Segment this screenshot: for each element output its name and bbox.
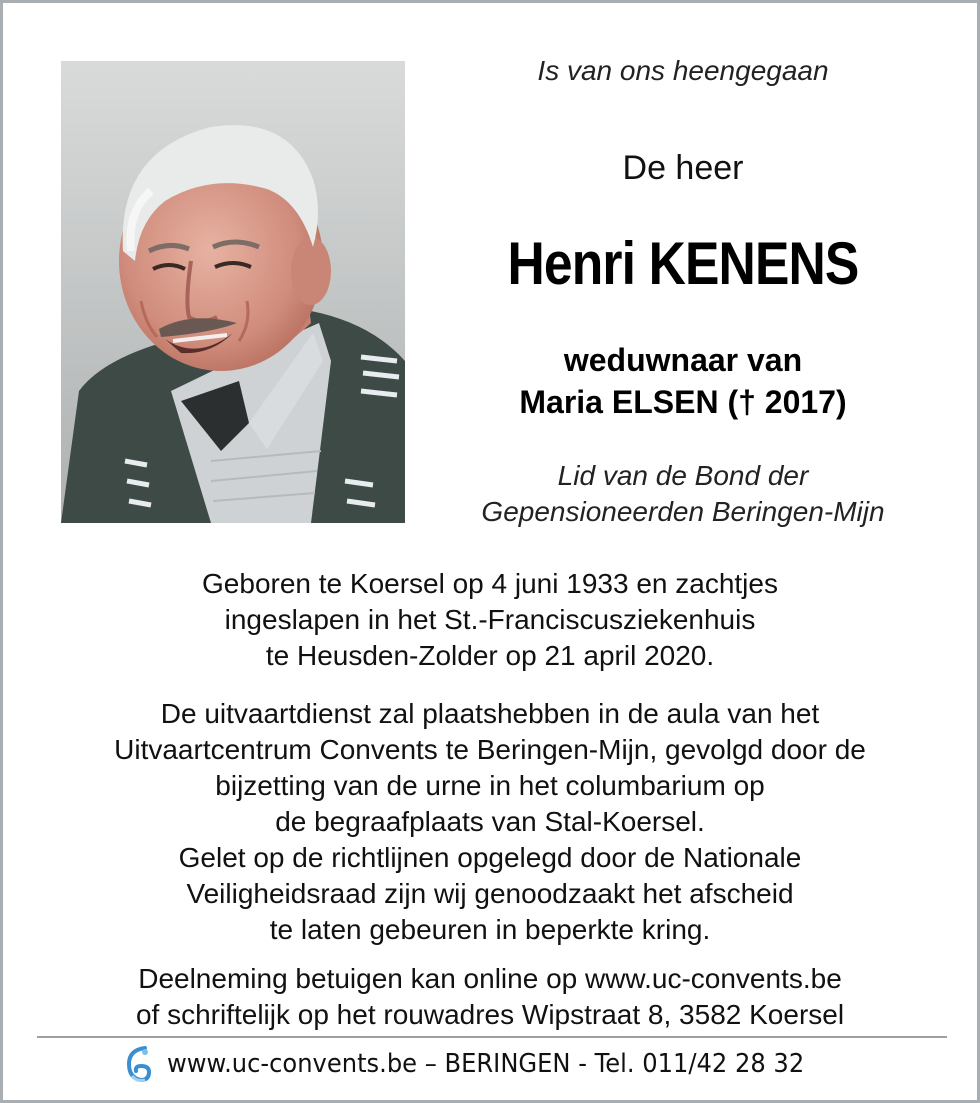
text-line: te Heusden-Zolder op 21 april 2020. <box>265 640 715 671</box>
text-line: Veiligheidsraad zijn wij genoodzaakt het afscheid <box>186 878 794 909</box>
text-line: te laten gebeuren in beperkte kring. <box>269 914 711 945</box>
intro-text: Is van ons heengegaan <box>537 55 829 86</box>
service-paragraph <box>23 696 957 948</box>
divider <box>37 1036 947 1038</box>
text-line: bijzetting van de urne in het columbarium op <box>215 770 765 801</box>
text-line: Uitvaartcentrum Convents te Beringen-Mijn, gevolgd door de <box>114 734 866 765</box>
footer-contact: www.uc-convents.be – BERINGEN - Tel. 011/42 28 32 <box>167 1049 805 1079</box>
text-line: Deelneming betuigen kan online op www.uc-convents.be <box>138 963 842 994</box>
widower-block <box>423 339 943 423</box>
text-line: of schriftelijk op het rouwadres Wipstraat 8, 3582 Koersel <box>135 999 845 1030</box>
uc-convents-logo-icon <box>123 1044 153 1084</box>
birth-death-paragraph <box>23 566 957 674</box>
condolence-paragraph <box>23 961 957 1033</box>
footer <box>123 1043 883 1085</box>
text-line: ingeslapen in het St.-Franciscusziekenhuis <box>224 604 756 635</box>
membership-line-1: Lid van de Bond der <box>557 460 809 491</box>
text-line: Geboren te Koersel op 4 juni 1933 en zachtjes <box>202 568 778 599</box>
portrait-photo <box>61 61 405 523</box>
deceased-name: Henri KENENS <box>507 230 859 297</box>
text-line: Gelet op de richtlijnen opgelegd door de Nationale <box>178 842 802 873</box>
widower-line-1: weduwnaar van <box>563 342 803 378</box>
widower-line-2: Maria ELSEN († 2017) <box>519 384 847 420</box>
text-line: De uitvaartdienst zal plaatshebben in de aula van het <box>160 698 820 729</box>
membership-line-2: Gepensioneerden Beringen-Mijn <box>481 496 885 527</box>
membership-block <box>423 458 943 530</box>
text-line: de begraafplaats van Stal-Koersel. <box>275 806 705 837</box>
honorific: De heer <box>622 149 744 187</box>
